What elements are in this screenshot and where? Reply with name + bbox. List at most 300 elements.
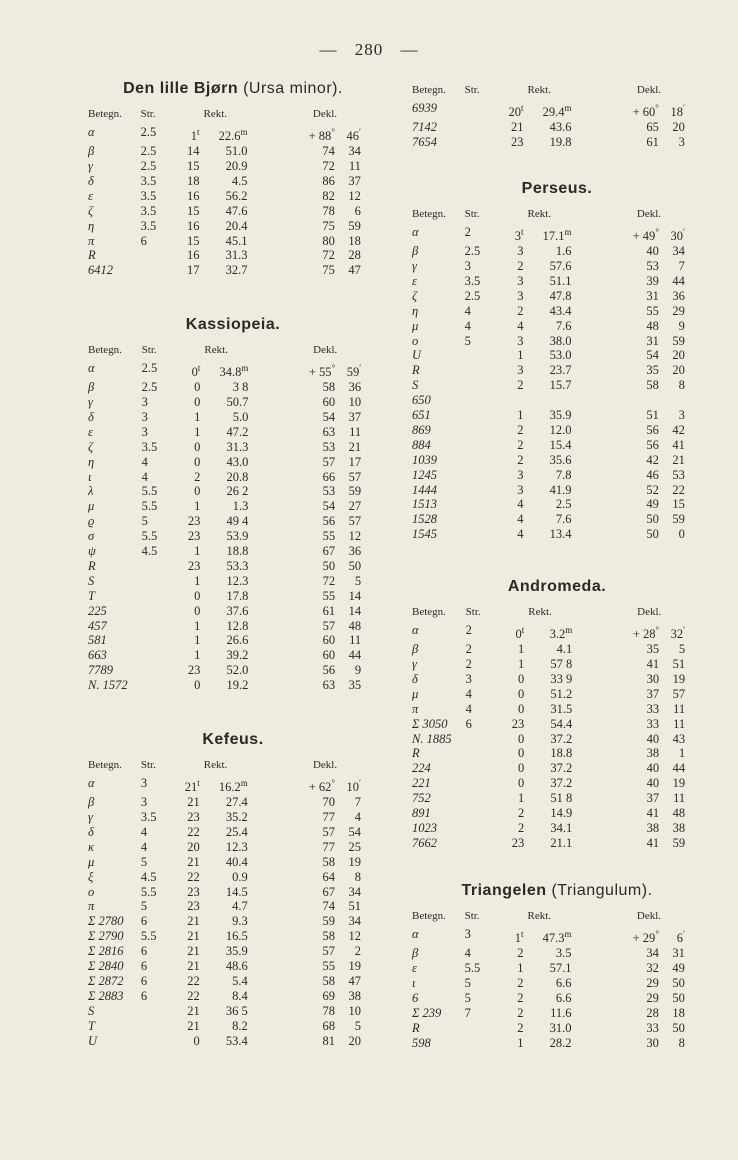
right-ascension <box>498 393 615 408</box>
right-ascension <box>498 1021 615 1036</box>
star-designation <box>412 348 465 363</box>
declination <box>291 410 378 425</box>
designation-text: β <box>88 380 95 395</box>
ra-minutes: 54.4 <box>550 716 573 731</box>
star-magnitude <box>142 604 175 619</box>
declination <box>615 702 702 717</box>
ra-minutes: 56.2 <box>225 188 248 203</box>
ra-hours: 2 <box>517 452 524 467</box>
dec-minutes: 36 <box>348 380 362 395</box>
dec-degrees: 33 <box>646 716 660 731</box>
star-designation <box>412 453 465 468</box>
dec-minutes: 11 <box>673 701 686 716</box>
table-row <box>412 976 702 991</box>
star-magnitude <box>141 1004 174 1019</box>
dec-degrees: 57 <box>322 454 336 469</box>
dec-degrees: 50 <box>646 512 659 527</box>
declination <box>291 663 378 678</box>
star-designation <box>88 885 141 900</box>
star-designation <box>88 989 141 1004</box>
star-designation <box>412 821 466 836</box>
star-magnitude: 4 <box>464 946 471 961</box>
dec-degrees: 63 <box>322 678 336 693</box>
table-row <box>88 380 378 395</box>
dec-degrees: 37 <box>646 791 660 806</box>
star-designation <box>88 944 141 959</box>
ra-minutes: 18.8 <box>550 746 573 761</box>
ra-minutes: 12.3 <box>225 839 248 854</box>
right-ascension <box>174 619 291 634</box>
right-ascension <box>498 334 615 349</box>
dec-degrees: 77 <box>322 839 335 854</box>
declination <box>615 657 702 672</box>
star-magnitude <box>466 821 499 836</box>
right-ascension <box>498 761 615 776</box>
declination <box>615 946 702 961</box>
dec-degrees: 78 <box>322 203 335 218</box>
designation-text: ε <box>88 424 93 439</box>
ra-hours: 1 <box>517 960 524 975</box>
declination <box>291 425 378 440</box>
dec-degrees: 56 <box>322 663 336 678</box>
ra-minutes: 29.4$^m$ <box>542 103 572 120</box>
ra-hours: 1 <box>517 408 524 423</box>
dec-degrees: 67 <box>322 884 335 899</box>
table-row <box>88 974 378 989</box>
right-ascension <box>174 559 291 574</box>
header-betegn: Betegn. <box>88 108 122 120</box>
dec-minutes: 48 <box>672 806 686 821</box>
table-row <box>412 319 702 334</box>
ra-minutes: 4.5 <box>231 173 248 188</box>
declination <box>615 976 702 991</box>
designation-text: γ <box>412 656 417 671</box>
header-rekt: Rekt. <box>527 208 552 220</box>
ra-hours: 15 <box>187 203 200 218</box>
star-magnitude: 2.5 <box>140 125 157 139</box>
dec-minutes: 20 <box>672 363 685 378</box>
dec-minutes: 59′ <box>346 363 362 380</box>
dec-degrees: 30 <box>646 671 660 686</box>
declination <box>291 1004 378 1019</box>
declination <box>615 274 702 289</box>
designation-text: 225 <box>88 603 107 618</box>
ra-hours: 23 <box>187 529 201 544</box>
section-ursa-minor <box>88 80 378 278</box>
star-magnitude: 5.5 <box>141 499 158 514</box>
header-str: Str. <box>141 344 157 356</box>
table-row <box>412 717 702 732</box>
designation-text: 651 <box>412 408 431 423</box>
declination <box>615 927 702 946</box>
right-ascension <box>174 574 291 589</box>
dec-degrees: 53 <box>646 258 659 273</box>
star-designation <box>88 234 141 249</box>
dec-minutes: 11 <box>673 716 686 731</box>
dec-degrees: 52 <box>646 482 659 497</box>
right-ascension <box>498 717 615 732</box>
star-designation <box>88 929 141 944</box>
designation-text: 7654 <box>412 134 437 149</box>
dec-degrees: 42 <box>646 452 659 467</box>
star-designation <box>412 961 465 976</box>
dec-degrees: 72 <box>322 158 335 173</box>
dec-degrees: 48 <box>646 318 659 333</box>
right-ascension <box>174 440 291 455</box>
right-ascension <box>497 101 614 120</box>
declination <box>291 914 378 929</box>
ra-hours: 0 <box>193 1033 200 1048</box>
dec-minutes: 57 <box>348 469 362 484</box>
designation-text: 1245 <box>412 467 437 482</box>
table-row <box>412 821 702 836</box>
designation-text: 1528 <box>412 512 437 527</box>
declination <box>615 732 702 747</box>
ra-minutes: 37.2 <box>550 761 573 776</box>
right-ascension <box>498 225 615 244</box>
table-row <box>412 657 702 672</box>
page-number-value: 280 <box>354 40 384 59</box>
ra-minutes: 1.6 <box>555 244 572 259</box>
ra-hours: 0 <box>194 439 201 454</box>
header-dekl: Dekl. <box>636 208 662 220</box>
page-dash-right: — <box>400 40 419 59</box>
dec-minutes: 19 <box>672 671 686 686</box>
declination <box>615 408 702 423</box>
header-rekt: Rekt. <box>528 606 552 618</box>
dec-minutes: 29 <box>672 303 685 318</box>
ra-hours: 0 <box>518 731 525 746</box>
right-ascension <box>498 657 615 672</box>
ra-minutes: 41.9 <box>549 482 572 497</box>
ra-hours: 3 <box>517 333 524 348</box>
dec-degrees: 63 <box>322 424 336 439</box>
right-ascension <box>498 378 615 393</box>
star-magnitude: 2.5 <box>141 361 158 375</box>
ra-minutes: 19.2 <box>226 678 249 693</box>
star-magnitude <box>466 761 499 776</box>
dec-degrees: 81 <box>322 1033 335 1048</box>
star-table <box>412 910 702 1050</box>
right-ascension <box>498 1036 615 1051</box>
ra-minutes: 37.2 <box>550 776 573 791</box>
table-row <box>88 204 378 219</box>
right-ascension <box>174 776 291 795</box>
star-magnitude: 4.5 <box>141 544 158 559</box>
declination <box>615 120 702 135</box>
ra-minutes: 16.5 <box>225 929 248 944</box>
table-row <box>88 470 378 485</box>
header-str: Str. <box>464 84 480 96</box>
ra-minutes: 31.5 <box>550 701 573 716</box>
star-designation <box>88 604 142 619</box>
header-dekl: Dekl. <box>637 606 662 618</box>
star-magnitude <box>465 363 498 378</box>
table-row <box>88 499 378 514</box>
declination <box>291 189 378 204</box>
ra-hours: 21 <box>187 1018 200 1033</box>
table-row <box>88 959 378 974</box>
dec-minutes: 36 <box>672 288 685 303</box>
star-magnitude <box>465 135 498 150</box>
star-magnitude: 4 <box>141 454 148 469</box>
ra-minutes: 31.0 <box>549 1020 572 1035</box>
unit-mark: ° <box>655 929 659 939</box>
dec-degrees: 61 <box>646 134 659 149</box>
designation-text: 224 <box>412 761 431 776</box>
header-betegn: Betegn. <box>412 606 446 618</box>
dec-minutes: 59 <box>348 218 361 233</box>
declination <box>291 544 378 559</box>
ra-hours: 2 <box>517 378 524 393</box>
ra-minutes: 5.0 <box>232 409 249 424</box>
ra-hours: 2 <box>194 469 201 484</box>
designation-text: T <box>88 588 95 603</box>
star-designation <box>412 732 466 747</box>
table-row <box>88 678 378 693</box>
dec-minutes: 20 <box>672 348 685 363</box>
dec-degrees: 80 <box>322 233 335 248</box>
designation-text: ε <box>412 273 417 288</box>
ra-minutes: 3.2$^m$ <box>549 625 573 642</box>
unit-mark: t <box>521 227 524 237</box>
dec-degrees: 41 <box>646 835 660 850</box>
designation-text: α <box>412 623 419 637</box>
dec-minutes: 8 <box>354 869 361 884</box>
section-perseus <box>412 180 702 542</box>
table-header-row <box>412 910 702 927</box>
star-designation <box>412 527 465 542</box>
ra-hours: 4 <box>517 512 524 527</box>
star-designation <box>88 125 141 144</box>
dec-minutes: 17 <box>348 454 362 469</box>
designation-text: β <box>88 144 95 159</box>
designation-text: γ <box>88 809 93 824</box>
declination <box>615 453 702 468</box>
dec-minutes: 14 <box>348 588 362 603</box>
designation-text: 1444 <box>412 482 437 497</box>
unit-mark: m <box>564 929 572 939</box>
header-rekt: Rekt. <box>527 84 551 96</box>
dec-degrees: 58 <box>322 973 335 988</box>
ra-hours: 18 <box>187 173 200 188</box>
ra-minutes: 47.8 <box>549 288 572 303</box>
right-ascension <box>174 795 291 810</box>
ra-minutes: 17.8 <box>226 588 249 603</box>
dec-degrees: 35 <box>646 642 660 657</box>
unit-mark: t <box>197 778 200 788</box>
dec-degrees: 56 <box>646 437 659 452</box>
unit-mark: m <box>240 778 248 788</box>
ra-minutes: 18.8 <box>226 544 249 559</box>
dec-minutes: 31 <box>672 946 685 961</box>
designation-text: ζ <box>412 288 418 303</box>
designation-text: 581 <box>88 633 107 648</box>
star-table <box>88 759 378 1048</box>
dec-minutes: 10 <box>348 1003 361 1018</box>
unit-mark: m <box>565 625 573 635</box>
right-ascension <box>497 135 614 150</box>
ra-minutes: 12.3 <box>226 573 249 588</box>
star-designation <box>88 619 142 634</box>
star-magnitude: 3 <box>464 258 471 273</box>
dec-minutes: 7 <box>354 795 361 810</box>
ra-hours: 21 <box>187 914 200 929</box>
right-ascension <box>174 855 291 870</box>
table-header-row <box>412 84 702 101</box>
section-triangulum <box>412 882 702 1050</box>
ra-hours: 21 <box>187 929 200 944</box>
ra-minutes: 1.3 <box>232 499 249 514</box>
star-designation <box>88 899 141 914</box>
header-rekt: Rekt. <box>527 910 552 922</box>
declination <box>291 263 378 278</box>
ra-hours: 0 <box>518 701 525 716</box>
section-kefeus <box>88 731 378 1048</box>
designation-text: η <box>88 218 95 233</box>
declination <box>291 870 378 885</box>
right-ascension <box>498 348 615 363</box>
table-row <box>412 746 702 761</box>
declination <box>291 885 378 900</box>
right-ascension <box>498 791 615 806</box>
dec-degrees: 29 <box>646 990 659 1005</box>
star-magnitude: 6 <box>140 914 148 929</box>
star-magnitude <box>465 101 498 120</box>
dec-degrees: 65 <box>646 120 659 135</box>
right-ascension <box>174 840 291 855</box>
declination <box>291 484 378 499</box>
right-ascension <box>174 499 291 514</box>
declination <box>615 776 702 791</box>
designation-text: π <box>412 701 419 716</box>
title-main: Kefeus. <box>202 731 264 748</box>
star-designation <box>88 840 141 855</box>
star-magnitude: 3.5 <box>141 439 158 454</box>
ra-hours: 14 <box>187 144 200 159</box>
dec-degrees: 82 <box>322 188 335 203</box>
designation-text: β <box>412 946 419 961</box>
dec-degrees: + 62° <box>308 778 335 795</box>
dec-degrees: 57 <box>322 824 335 839</box>
ra-minutes: 7.6 <box>555 512 572 527</box>
star-table <box>88 108 378 278</box>
designation-text: λ <box>88 484 94 499</box>
right-ascension <box>498 776 615 791</box>
dec-minutes: 59 <box>672 835 686 850</box>
table-row <box>88 263 378 278</box>
dec-degrees: 35 <box>646 363 659 378</box>
designation-text: 457 <box>88 618 107 633</box>
ra-minutes: 50.7 <box>226 394 249 409</box>
table-row <box>88 234 378 249</box>
ra-minutes: 6.6 <box>555 990 572 1005</box>
ra-hours: 0 <box>194 380 201 395</box>
star-magnitude: 2.5 <box>464 288 481 303</box>
star-magnitude: 2.5 <box>140 144 157 159</box>
star-magnitude <box>465 393 498 408</box>
designation-text: R <box>412 1020 420 1035</box>
ra-hours: 4 <box>517 497 524 512</box>
designation-text: ζ <box>88 203 94 218</box>
declination <box>615 468 702 483</box>
star-magnitude <box>142 663 175 678</box>
ra-minutes: 5.4 <box>232 973 248 988</box>
dec-minutes: 54 <box>348 824 361 839</box>
table-row <box>88 440 378 455</box>
ra-minutes: 53.3 <box>226 558 249 573</box>
table-row <box>412 259 702 274</box>
table-row <box>412 393 702 408</box>
dec-minutes: 43 <box>672 731 686 746</box>
star-magnitude: 3.5 <box>464 273 481 288</box>
ra-hours: 22 <box>187 869 200 884</box>
declination <box>291 514 378 529</box>
star-designation <box>412 408 465 423</box>
designation-text: γ <box>88 394 93 409</box>
star-magnitude: 3.5 <box>140 809 157 824</box>
declination <box>291 559 378 574</box>
table-row <box>412 623 702 642</box>
right-ascension <box>498 468 615 483</box>
designation-text: α <box>412 225 419 239</box>
right-ascension <box>174 870 291 885</box>
right-ascension <box>498 976 615 991</box>
ra-hours: 0 <box>194 588 201 603</box>
ra-minutes: 57 8 <box>550 656 573 671</box>
right-ascension <box>498 363 615 378</box>
designation-text: σ <box>88 529 95 544</box>
ra-minutes: 3.5 <box>555 946 572 961</box>
star-designation <box>412 120 465 135</box>
ra-hours: 3$^t$ <box>514 227 524 244</box>
dec-minutes: 18 <box>348 233 361 248</box>
unit-mark: m <box>241 363 249 373</box>
right-ascension <box>174 144 291 159</box>
ra-hours: 21 <box>510 120 524 135</box>
star-magnitude: 6 <box>140 973 148 988</box>
right-ascension <box>498 946 615 961</box>
table-row <box>88 410 378 425</box>
star-magnitude <box>465 348 498 363</box>
star-designation <box>88 248 141 263</box>
dec-minutes: 28 <box>348 248 361 263</box>
title-main: Triangelen <box>461 882 547 899</box>
dec-minutes: 3 <box>678 134 685 149</box>
star-magnitude <box>465 378 498 393</box>
star-magnitude: 6 <box>465 716 472 731</box>
right-ascension <box>174 425 291 440</box>
dec-degrees: 74 <box>322 144 335 159</box>
dec-minutes: 11 <box>673 791 686 806</box>
dec-minutes: 44 <box>348 648 362 663</box>
ra-minutes: 52.0 <box>226 663 249 678</box>
star-magnitude <box>142 633 175 648</box>
designation-text: α <box>412 927 419 941</box>
declination <box>291 125 378 144</box>
unit-mark: ′ <box>682 227 685 237</box>
section-title <box>412 882 702 900</box>
designation-text: ϱ <box>88 514 95 529</box>
ra-minutes: 31.3 <box>226 439 249 454</box>
ra-hours: 1 <box>194 573 201 588</box>
ra-minutes: 23.7 <box>549 363 572 378</box>
dec-minutes: 57 <box>348 514 362 529</box>
star-magnitude: 5 <box>464 333 471 348</box>
right-ascension <box>174 248 291 263</box>
dec-minutes: 11 <box>349 424 362 439</box>
star-magnitude: 4.5 <box>140 869 157 884</box>
